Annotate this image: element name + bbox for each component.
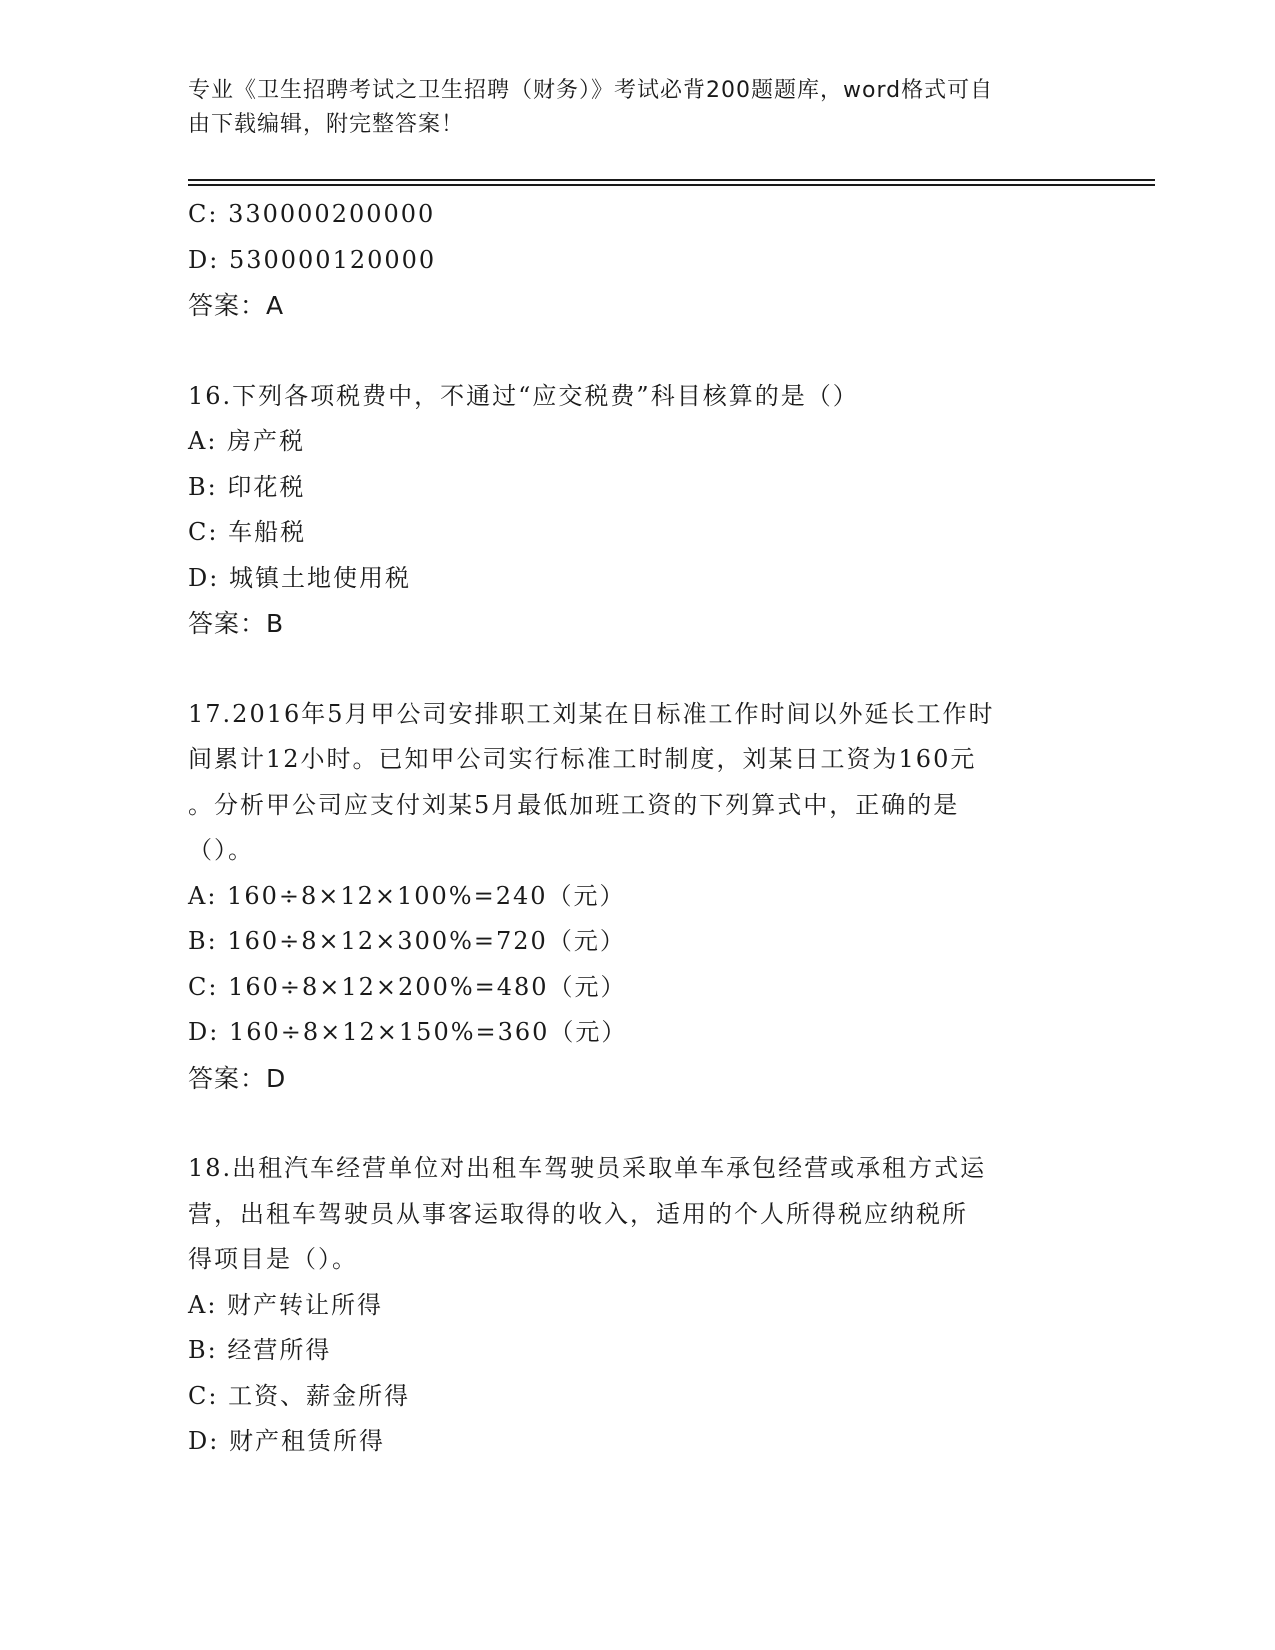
option-a: A: 财产转让所得 bbox=[188, 1290, 384, 1319]
question-stem-line-4: （）。 bbox=[188, 836, 254, 864]
header-rule-top bbox=[188, 179, 1155, 181]
prev-question-block bbox=[188, 192, 1088, 329]
question-16 bbox=[188, 374, 1088, 647]
option-b: B: 经营所得 bbox=[188, 1336, 332, 1364]
question-stem: 16.下列各项税费中，不通过“应交税费”科目核算的是（） bbox=[188, 381, 859, 410]
header-rule-bottom bbox=[188, 184, 1155, 186]
option-c: C: 160÷8×12×200%=480（元） bbox=[188, 972, 627, 1001]
option-b: B: 印花税 bbox=[188, 472, 306, 501]
question-stem-line-2: 间累计12小时。已知甲公司实行标准工时制度，刘某日工资为160元 bbox=[188, 745, 977, 773]
option-d: D: 城镇土地使用税 bbox=[188, 563, 411, 592]
answer-line: 答案：A bbox=[188, 291, 285, 320]
option-c: C: 工资、薪金所得 bbox=[188, 1381, 411, 1410]
option-d: D: 160÷8×12×150%=360（元） bbox=[188, 1018, 628, 1046]
option-a: A: 房产税 bbox=[188, 427, 306, 455]
question-stem-line-3: 得项目是（）。 bbox=[188, 1245, 358, 1273]
header-line-2: 由下载编辑，附完整答案！ bbox=[188, 112, 465, 137]
option-c: C: 车船税 bbox=[188, 518, 307, 546]
option-a: A: 160÷8×12×100%=240（元） bbox=[188, 881, 626, 910]
document-header bbox=[188, 74, 1088, 142]
header-line-1: 专业《卫生招聘考试之卫生招聘（财务）》考试必背200题题库，word格式可自 bbox=[188, 78, 994, 103]
option-d: D: 530000120000 bbox=[188, 245, 437, 274]
question-18 bbox=[188, 1146, 1088, 1465]
question-stem-line-1: 17.2016年5月甲公司安排职工刘某在日标准工作时间以外延长工作时 bbox=[188, 699, 995, 728]
answer-line: 答案：B bbox=[188, 609, 285, 638]
option-c: C: 330000200000 bbox=[188, 200, 436, 228]
question-list bbox=[188, 192, 1088, 1465]
option-b: B: 160÷8×12×300%=720（元） bbox=[188, 927, 626, 955]
question-17 bbox=[188, 692, 1088, 1102]
question-stem-line-2: 营，出租车驾驶员从事客运取得的收入，适用的个人所得税应纳税所 bbox=[188, 1199, 968, 1228]
question-stem-line-3: 。分析甲公司应支付刘某5月最低加班工资的下列算式中，正确的是 bbox=[188, 790, 960, 819]
question-stem-line-1: 18.出租汽车经营单位对出租车驾驶员采取单车承包经营或承租方式运 bbox=[188, 1154, 987, 1182]
option-d: D: 财产租赁所得 bbox=[188, 1427, 385, 1455]
answer-line: 答案：D bbox=[188, 1063, 287, 1093]
